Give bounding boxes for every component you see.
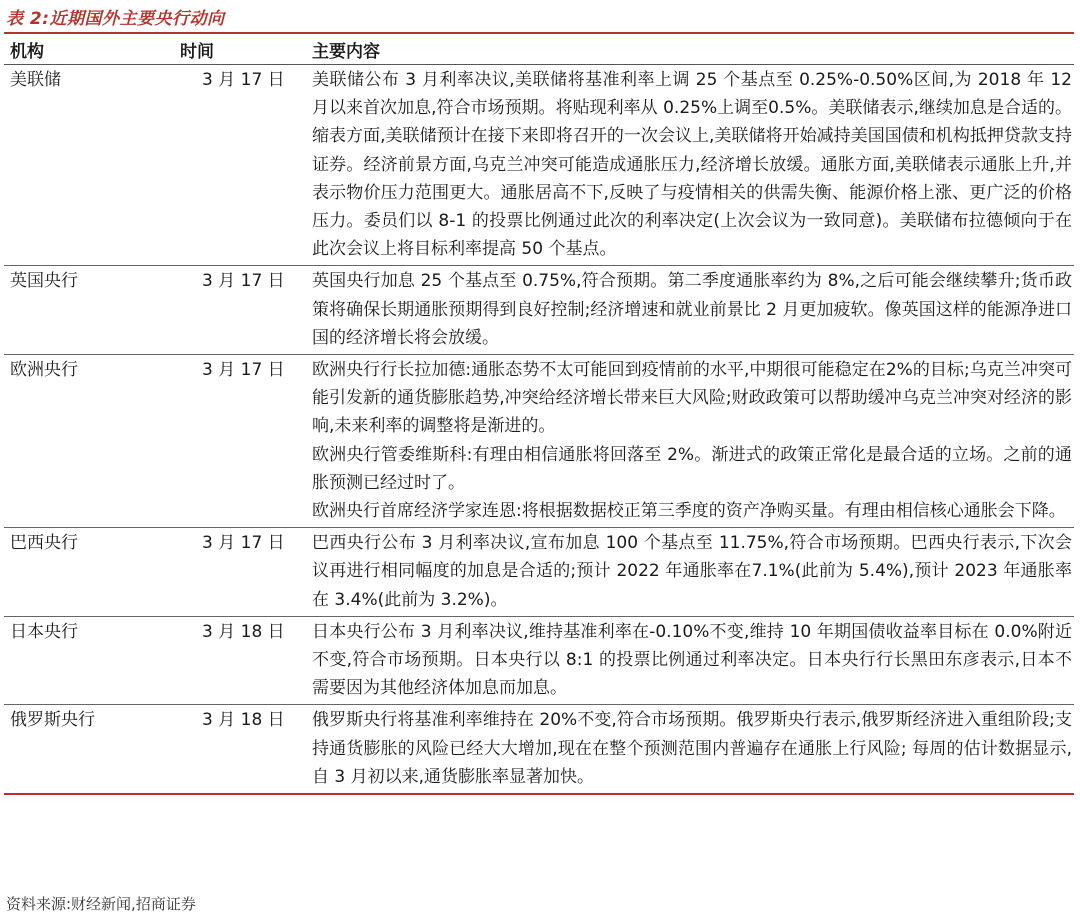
content-paragraph: 英国央行加息 25 个基点至 0.75%,符合预期。第二季度通胀率约为 8%,之后可能会继续攀升;货币政策将确保长期通胀预期得到良好控制;经济增速和就业前景比 2 月更加疲软。像英国这样的能源净进口国的经济增长将会放缓。 xyxy=(312,271,1072,348)
table-row xyxy=(4,266,1074,355)
cell-time: 3 月 18 日 xyxy=(174,616,304,705)
cell-content xyxy=(304,65,1074,266)
content-paragraph: 巴西央行公布 3 月利率决议,宣布加息 100 个基点至 11.75%,符合市场预期。巴西央行表示,下次会议再进行相同幅度的加息是合适的;预计 2022 年通胀率在7.1%(此前为 5.4%),预计 2023 年通胀率在 3.4%(此前为 3.2%)。 xyxy=(312,533,1072,610)
content-paragraph: 美联储公布 3 月利率决议,美联储将基准利率上调 25 个基点至 0.25%-0.50%区间,为 2018 年 12 月以来首次加息,符合市场预期。将贴现利率从 0.25%上调至0.5%。美联储表示,继续加息是合适的。缩表方面,美联储预计在接下来即将召开的一次会议上,美联储将开始减持美国国债和机构抵押贷款支持证券。经济前景方面,乌克兰冲突可能造成通胀压力,经济增长放缓。通胀方面,美联储表示通胀上升,并表示物价压力范围更大。通胀居高不下,反映了与疫情相关的供需失衡、能源价格上涨、更广泛的价格压力。委员们以 8-1 的投票比例通过此次的利率决定(上次会议为一致同意)。美联储布拉德倾向于在此次会议上将目标利率提高 50 个基点。 xyxy=(312,70,1072,260)
cell-content xyxy=(304,266,1074,355)
cell-time: 3 月 18 日 xyxy=(174,705,304,794)
table-row xyxy=(4,355,1074,528)
content-paragraph: 欧洲央行行长拉加德:通胀态势不太可能回到疫情前的水平,中期很可能稳定在2%的目标;乌克兰冲突可能引发新的通货膨胀趋势,冲突给经济增长带来巨大风险;财政政策可以帮助缓冲乌克兰冲突对经济的影响,未来利率的调整将是渐进的。 xyxy=(312,360,1072,437)
cell-institution: 巴西央行 xyxy=(4,528,174,617)
cell-institution: 美联储 xyxy=(4,65,174,266)
table-row xyxy=(4,705,1074,794)
cell-content xyxy=(304,528,1074,617)
cell-content xyxy=(304,616,1074,705)
content-paragraph: 欧洲央行首席经济学家连恩:将根据数据校正第三季度的资产净购买量。有理由相信核心通胀会下降。 xyxy=(312,501,1066,522)
table-container xyxy=(4,32,1074,795)
table-row xyxy=(4,616,1074,705)
cell-time: 3 月 17 日 xyxy=(174,355,304,528)
source-note: 资料来源:财经新闻,招商证券 xyxy=(6,895,196,913)
table-body xyxy=(4,65,1074,795)
cell-institution: 英国央行 xyxy=(4,266,174,355)
cell-content xyxy=(304,705,1074,794)
table-header-row xyxy=(4,34,1074,65)
table-row xyxy=(4,65,1074,266)
table-row xyxy=(4,528,1074,617)
cell-institution: 俄罗斯央行 xyxy=(4,705,174,794)
cell-time: 3 月 17 日 xyxy=(174,266,304,355)
cell-institution: 欧洲央行 xyxy=(4,355,174,528)
header-institution: 机构 xyxy=(4,34,174,65)
header-content: 主要内容 xyxy=(304,34,1074,65)
header-time: 时间 xyxy=(174,34,304,65)
table-title: 表 2:近期国外主要央行动向 xyxy=(6,9,225,29)
cell-content xyxy=(304,355,1074,528)
content-paragraph: 日本央行公布 3 月利率决议,维持基准利率在-0.10%不变,维持 10 年期国债收益率目标在 0.0%附近不变,符合市场预期。日本央行以 8:1 的投票比例通过利率决定。日本央行行长黑田东彦表示,日本不需要因为其他经济体加息而加息。 xyxy=(312,621,1072,699)
cell-institution: 日本央行 xyxy=(4,616,174,705)
central-bank-table xyxy=(4,34,1074,795)
cell-time: 3 月 17 日 xyxy=(174,65,304,266)
content-paragraph: 欧洲央行管委维斯科:有理由相信通胀将回落至 2%。渐进式的政策正常化是最合适的立场。之前的通胀预测已经过时了。 xyxy=(312,444,1072,493)
cell-time: 3 月 17 日 xyxy=(174,528,304,617)
content-paragraph: 俄罗斯央行将基准利率维持在 20%不变,符合市场预期。俄罗斯央行表示,俄罗斯经济进入重组阶段;支持通货膨胀的风险已经大大增加,现在在整个预测范围内普遍存在通胀上行风险; 每周的估计数据显示,自 3 月初以来,通货膨胀率显著加快。 xyxy=(312,710,1072,787)
